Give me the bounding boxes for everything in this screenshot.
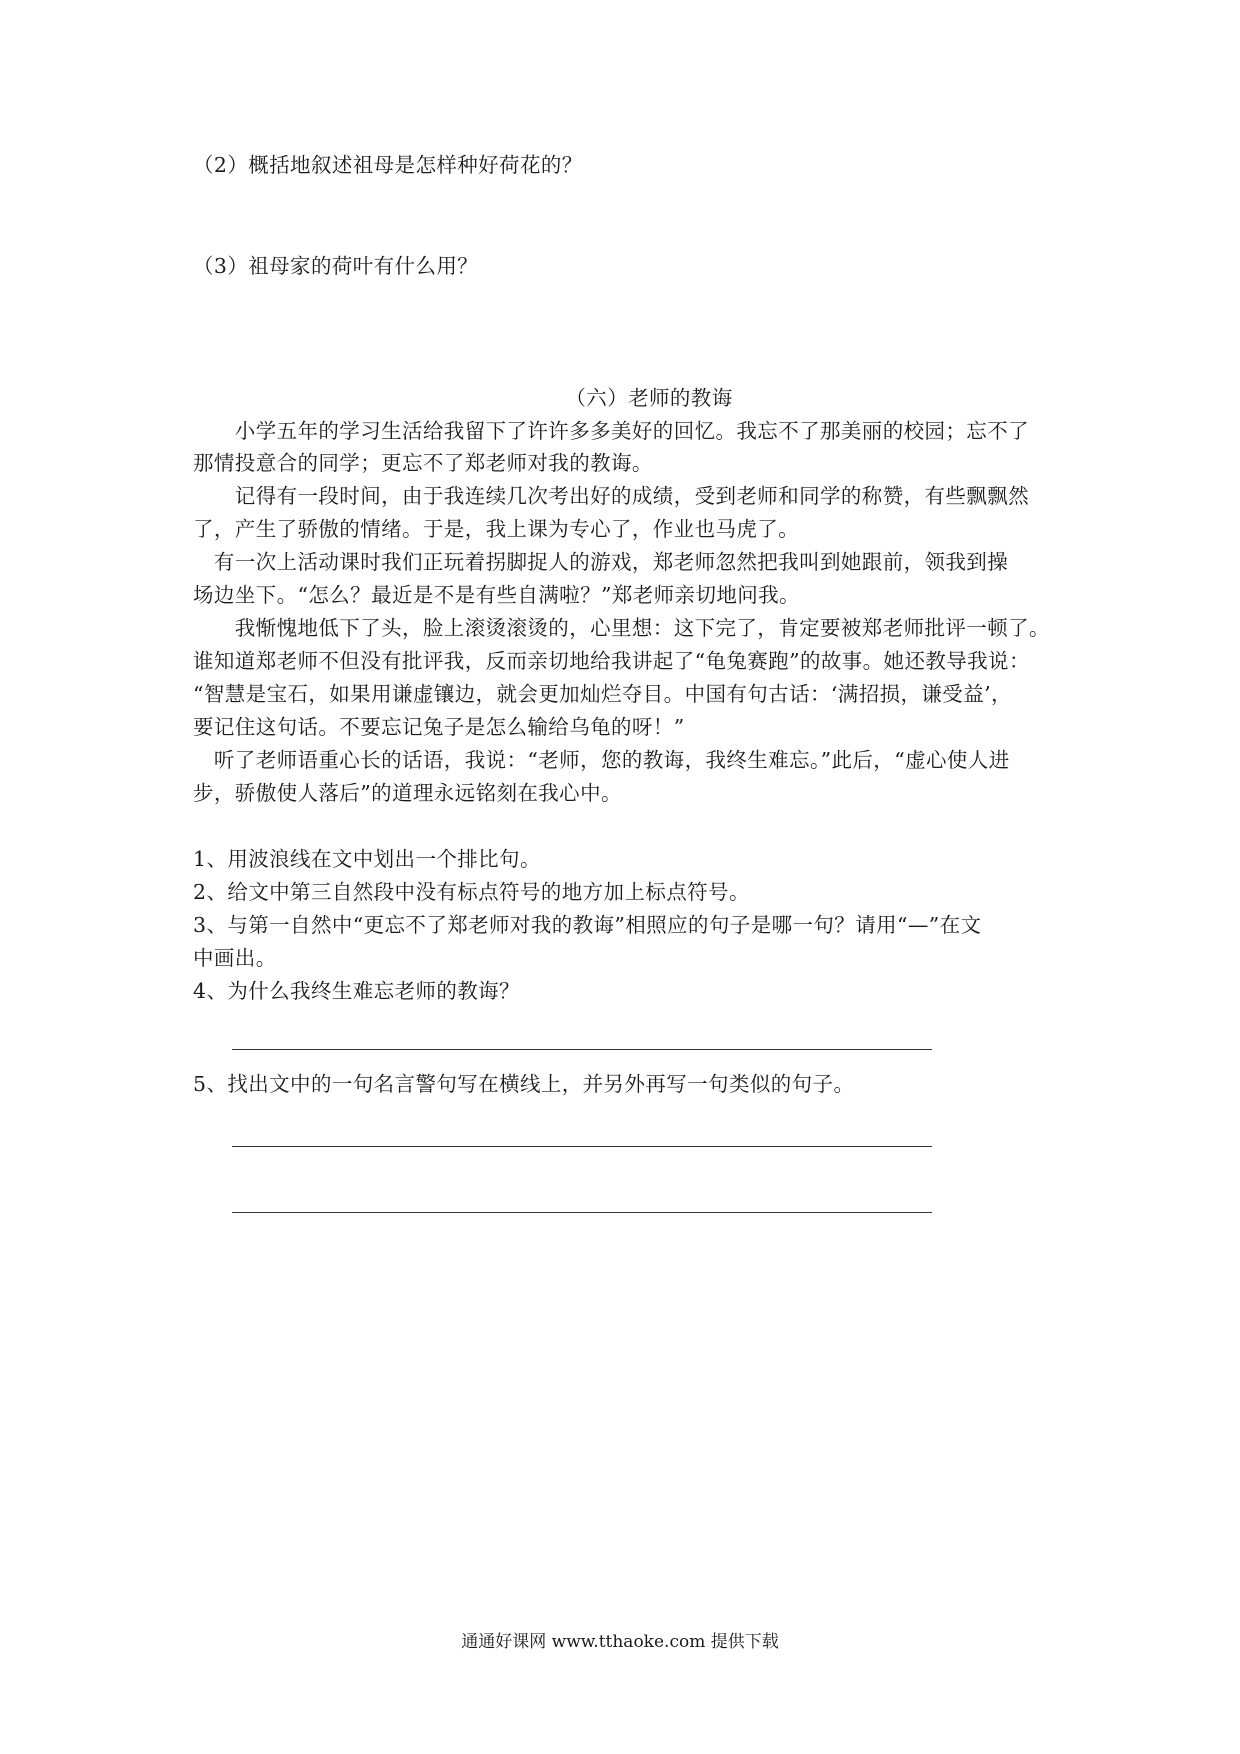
article-line: 那情投意合的同学；更忘不了郑老师对我的教诲。	[193, 451, 653, 475]
article-line: 谁知道郑老师不但没有批评我，反而亲切地给我讲起了“龟兔赛跑”的故事。她还教导我说：	[193, 649, 1030, 673]
exercise-2: 2、给文中第三自然段中没有标点符号的地方加上标点符号。	[193, 880, 750, 904]
exercise-4: 4、为什么我终生难忘老师的教诲？	[193, 979, 520, 1003]
exercise-3: 3、与第一自然中“更忘不了郑老师对我的教诲”相照应的句子是哪一句？请用“—”在文	[193, 913, 982, 937]
article-line: 要记住这句话。不要忘记兔子是怎么输给乌龟的呀！”	[193, 715, 685, 739]
article-title: （六）老师的教诲	[565, 386, 733, 410]
article-line: 我惭愧地低下了头，脸上滚烫滚烫的，心里想：这下完了，肯定要被郑老师批评一顿了。	[193, 616, 1050, 640]
article-line: 了，产生了骄傲的情绪。于是，我上课为专心了，作业也马虎了。	[193, 517, 800, 541]
article-line: 有一次上活动课时我们正玩着拐脚捉人的游戏，郑老师忽然把我叫到她跟前，领我到操	[193, 550, 1009, 574]
article-line: “智慧是宝石，如果用谦虚镶边，就会更加灿烂夺目。中国有句古话：‘满招损，谦受益’，	[193, 682, 1012, 706]
exercise-5: 5、找出文中的一句名言警句写在横线上，并另外再写一句类似的句子。	[193, 1072, 855, 1096]
answer-blank-line[interactable]	[232, 1212, 932, 1213]
article-line: 步，骄傲使人落后”的道理永远铭刻在我心中。	[193, 781, 622, 805]
article-line: 小学五年的学习生活给我留下了许许多多美好的回忆。我忘不了那美丽的校园；忘不了	[193, 419, 1029, 443]
article-line: 场边坐下。“怎么？最近是不是有些自满啦？”郑老师亲切地问我。	[193, 583, 800, 607]
article-line: 听了老师语重心长的话语，我说：“老师，您的教诲，我终生难忘。”此后，“虚心使人进	[193, 748, 1010, 772]
exercise-1: 1、用波浪线在文中划出一个排比句。	[193, 847, 541, 871]
answer-blank-line[interactable]	[232, 1049, 932, 1050]
question-2: （2）概括地叙述祖母是怎样种好荷花的？	[193, 153, 583, 177]
answer-blank-line[interactable]	[232, 1146, 932, 1147]
exercise-3-continued: 中画出。	[193, 946, 277, 970]
article-line: 记得有一段时间，由于我连续几次考出好的成绩，受到老师和同学的称赞，有些飘飘然	[193, 484, 1029, 508]
question-3: （3）祖母家的荷叶有什么用？	[193, 254, 479, 278]
footer-source: 通通好课网 www.tthaoke.com 提供下载	[461, 1632, 779, 1652]
